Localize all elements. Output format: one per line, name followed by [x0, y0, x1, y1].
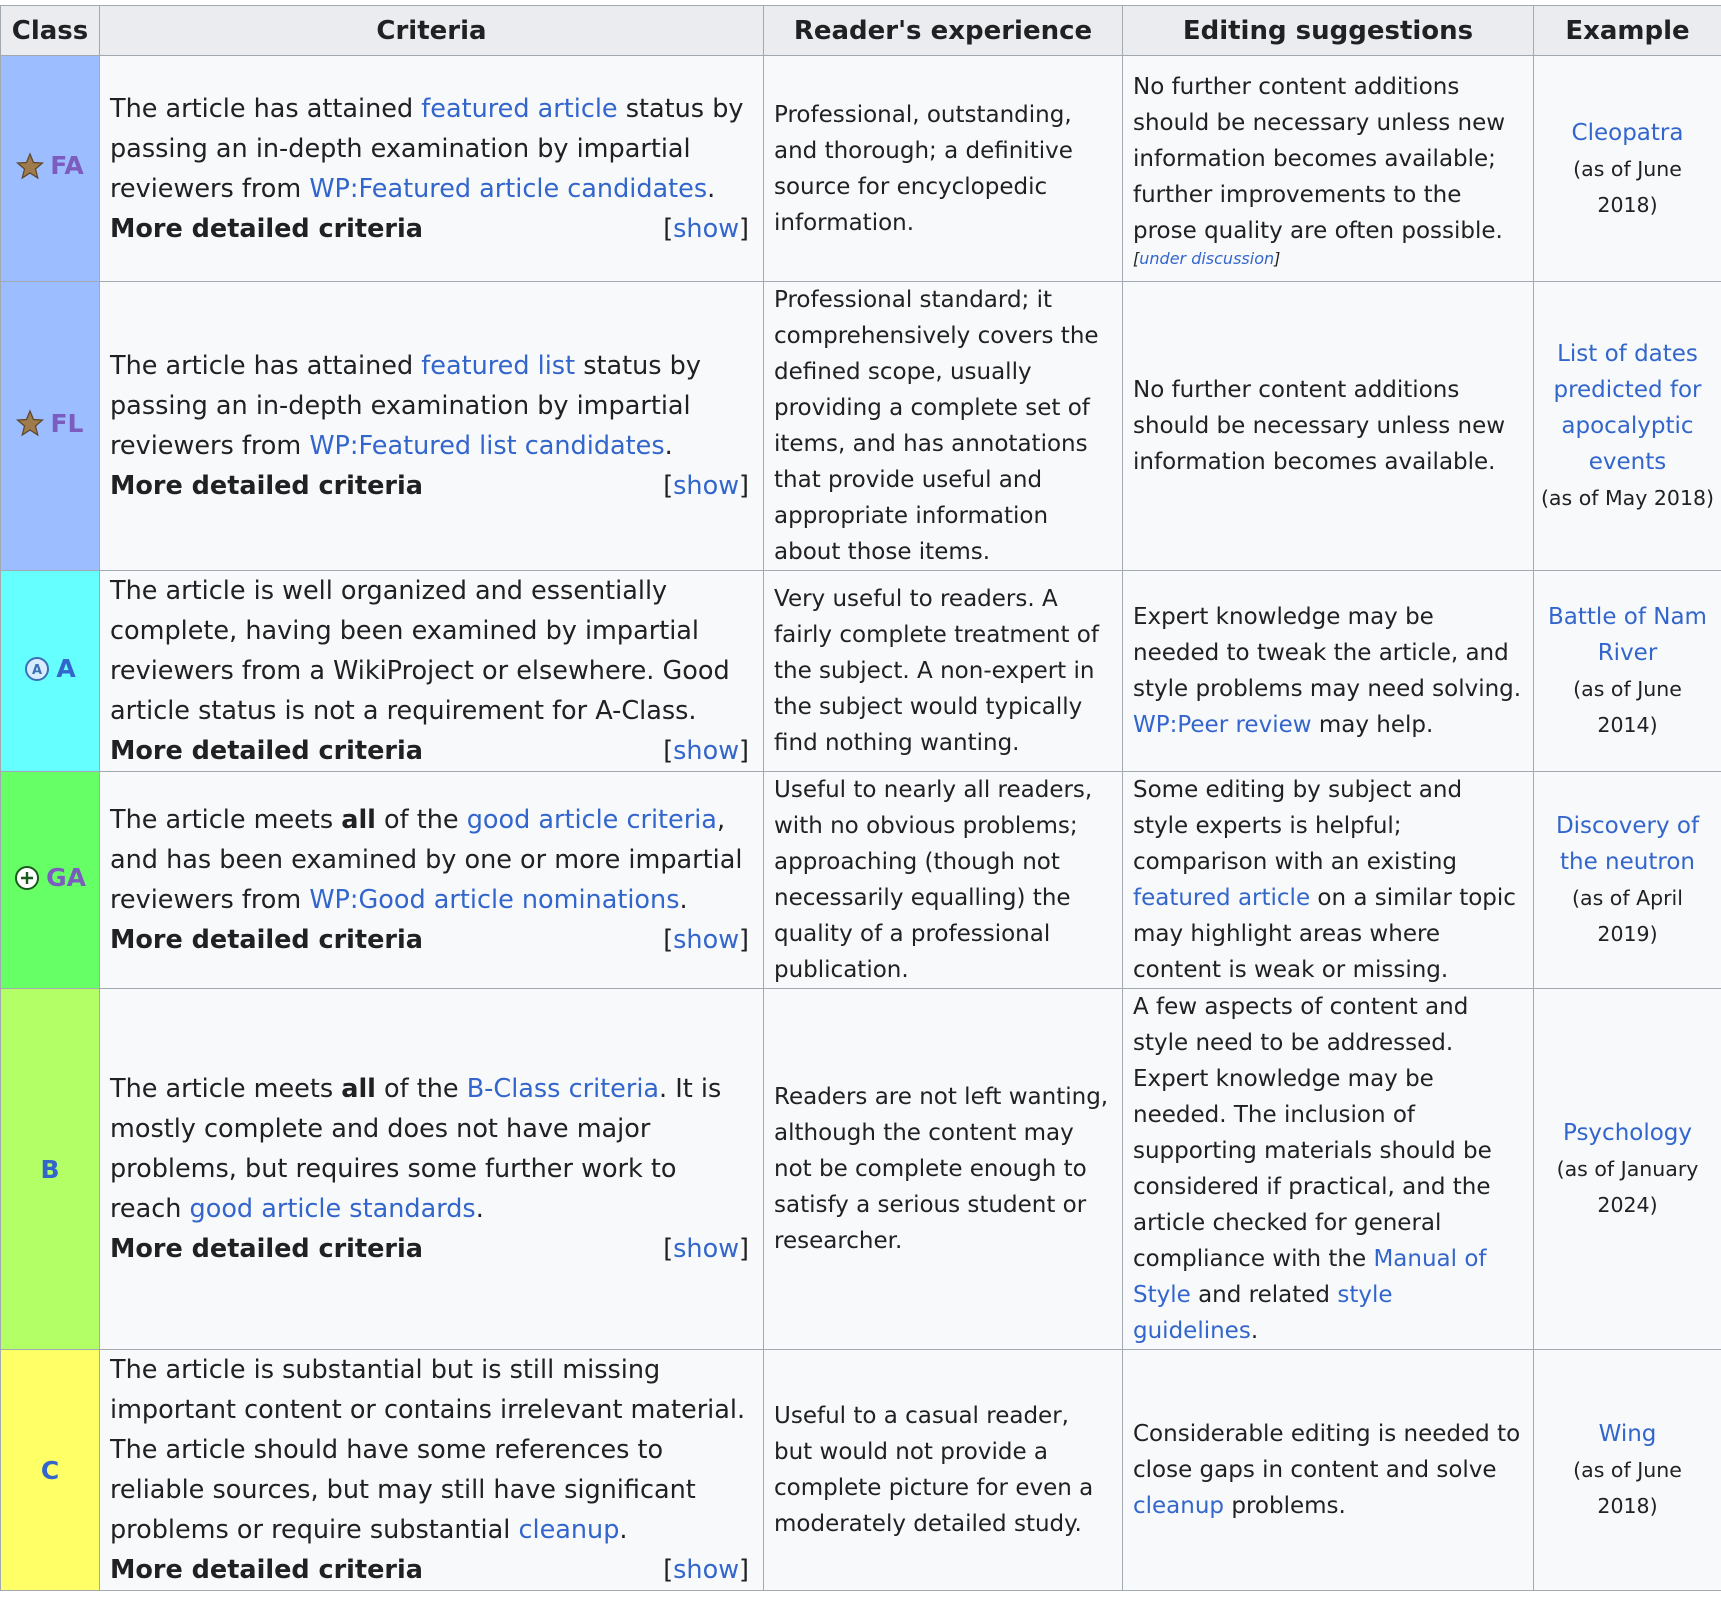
example-date-c: (as of June 2018): [1573, 1458, 1682, 1518]
class-label-fl: FL: [50, 408, 84, 438]
criteria-text-a: The article is well organized and essentially complete, having been examined by impartial reviewers from a WikiProject or elsewhere. Good article status is not a requirement for A-Class.: [110, 576, 730, 726]
header-example: Example: [1534, 6, 1721, 56]
header-criteria: Criteria: [100, 6, 764, 56]
reader-a: Very useful to readers. A fairly complete treatment of the subject. A non-expert in the subject would typically find nothing wanting.: [764, 571, 1123, 772]
more-criteria-b: More detailed criteria [show]: [110, 1234, 749, 1264]
criteria-b: [100, 989, 764, 1350]
example-a: [1534, 571, 1721, 772]
editing-b: A few aspects of content and style need to be addressed. Expert knowledge may be needed. The inclusion of supporting materials should be considered if practical, and the article checked for general compliance with the Manual of Style and related style guidelines.: [1123, 989, 1534, 1350]
example-fl: [1534, 282, 1721, 571]
reader-ga: Useful to nearly all readers, with no obvious problems; approaching (though not necessarily equalling) the quality of a professional publication.: [764, 772, 1123, 989]
editing-c: Considerable editing is needed to close gaps in content and solve cleanup problems.: [1123, 1350, 1534, 1591]
criteria-fa: [100, 56, 764, 282]
class-ga: [1, 772, 100, 989]
featured-star-icon: [16, 152, 44, 180]
link-featured-article-candidates[interactable]: WP:Featured article candidates: [309, 173, 708, 204]
featured-star-icon: [16, 409, 44, 437]
class-label-b: B: [40, 1154, 60, 1184]
show-toggle-c[interactable]: show: [673, 1555, 740, 1585]
example-link-fa[interactable]: Cleopatra: [1571, 119, 1684, 146]
row-a: [1, 571, 1721, 772]
editing-a: Expert knowledge may be needed to tweak the article, and style problems may need solving. WP:Peer review may help.: [1123, 571, 1534, 772]
class-label-a: A: [56, 654, 76, 684]
link-good-article-criteria[interactable]: good article criteria: [466, 805, 717, 835]
show-toggle-a[interactable]: show: [673, 736, 740, 766]
example-date-fa: (as of June 2018): [1573, 156, 1682, 217]
class-fa: [1, 56, 100, 282]
link-good-article-nominations[interactable]: WP:Good article nominations: [309, 885, 680, 915]
class-b: [1, 989, 100, 1350]
more-criteria-ga: More detailed criteria [show]: [110, 925, 749, 955]
criteria-fl: [100, 282, 764, 571]
header-reader: Reader's experience: [764, 6, 1123, 56]
reader-fa: Professional, outstanding, and thorough; a definitive source for encyclopedic information.: [764, 56, 1123, 282]
criteria-text-fl: The article has attained featured list status by passing an in-depth examination by impartial reviewers from WP:Featured list candidates.: [110, 351, 701, 461]
show-toggle-fl[interactable]: show: [673, 471, 740, 501]
reader-b: Readers are not left wanting, although the content may not be complete enough to satisfy a serious student or researcher.: [764, 989, 1123, 1350]
reader-fl: Professional standard; it comprehensively covers the defined scope, usually providing a complete set of items, and has annotations that provide useful and appropriate information about those items.: [764, 282, 1123, 571]
example-date-fl: (as of May 2018): [1540, 486, 1715, 510]
header-row: [1, 6, 1721, 56]
more-criteria-fa: More detailed criteria [show]: [110, 213, 749, 244]
link-peer-review[interactable]: WP:Peer review: [1133, 712, 1312, 738]
svg-text:A: A: [32, 662, 43, 678]
under-discussion-note: [under discussion]: [1133, 248, 1281, 268]
more-criteria-fl: More detailed criteria [show]: [110, 471, 749, 501]
criteria-text-fa: The article has attained featured article status by passing an in-depth examination by impartial reviewers from WP:Featured article candidates.: [110, 93, 744, 204]
link-featured-list[interactable]: featured list: [421, 351, 576, 381]
row-c: [1, 1350, 1721, 1591]
quality-scale-table: [0, 5, 1721, 1591]
link-good-article-standards[interactable]: good article standards: [189, 1194, 476, 1224]
example-link-a[interactable]: Battle of Nam River: [1548, 604, 1707, 666]
example-link-ga[interactable]: Discovery of the neutron: [1555, 813, 1700, 875]
row-ga: [1, 772, 1721, 989]
example-date-b: (as of January 2024): [1556, 1157, 1699, 1217]
header-class: Class: [1, 6, 100, 56]
link-b-class-criteria[interactable]: B-Class criteria: [466, 1074, 660, 1104]
criteria-text-ga: The article meets all of the good article criteria, and has been examined by one or more impartial reviewers from WP:Good article nominations.: [110, 805, 743, 915]
criteria-text-b: The article meets all of the B-Class criteria. It is mostly complete and does not have major problems, but requires some further work to reach good article standards.: [110, 1074, 722, 1224]
link-featured-article-ga[interactable]: featured article: [1133, 885, 1311, 911]
class-label-fa: FA: [50, 151, 84, 181]
editing-fl: No further content additions should be necessary unless new information becomes available.: [1123, 282, 1534, 571]
class-a: [1, 571, 100, 772]
class-label-ga: GA: [46, 863, 86, 893]
more-criteria-a: More detailed criteria [show]: [110, 736, 749, 766]
example-date-ga: (as of April 2019): [1572, 886, 1683, 946]
more-criteria-c: More detailed criteria [show]: [110, 1555, 749, 1585]
link-featured-list-candidates[interactable]: WP:Featured list candidates: [309, 431, 665, 461]
example-b: [1534, 989, 1721, 1350]
link-manual-of-style[interactable]: Manual of Style: [1133, 1246, 1487, 1308]
show-toggle-fa[interactable]: show: [673, 213, 740, 244]
link-featured-article[interactable]: featured article: [421, 93, 618, 124]
show-toggle-ga[interactable]: show: [673, 925, 740, 955]
good-article-icon: [14, 865, 40, 891]
example-link-b[interactable]: Psychology: [1562, 1120, 1693, 1146]
criteria-a: [100, 571, 764, 772]
example-c: [1534, 1350, 1721, 1591]
criteria-c: [100, 1350, 764, 1591]
show-toggle-b[interactable]: show: [673, 1234, 740, 1264]
row-b: [1, 989, 1721, 1350]
criteria-text-c: The article is substantial but is still missing important content or contains irrelevant material. The article should have some references to reliable sources, but may still have significant problems or require substantial cleanup.: [110, 1355, 746, 1545]
example-link-fl[interactable]: List of dates predicted for apocalyptic events: [1553, 341, 1702, 475]
link-cleanup-edit[interactable]: cleanup: [1133, 1493, 1225, 1519]
a-class-icon: [24, 656, 50, 682]
example-link-c[interactable]: Wing: [1598, 1421, 1657, 1447]
class-fl: [1, 282, 100, 571]
editing-fa: No further content additions should be necessary unless new information becomes available; further improvements to the prose quality are often possible. [under discussion]: [1123, 56, 1534, 282]
class-label-c: C: [40, 1455, 60, 1485]
criteria-ga: [100, 772, 764, 989]
header-editing: Editing suggestions: [1123, 6, 1534, 56]
example-fa: [1534, 56, 1721, 282]
link-under-discussion[interactable]: under discussion: [1139, 248, 1275, 268]
class-c: [1, 1350, 100, 1591]
example-date-a: (as of June 2014): [1573, 677, 1682, 737]
reader-c: Useful to a casual reader, but would not provide a complete picture for even a moderately detailed study.: [764, 1350, 1123, 1591]
row-fl: [1, 282, 1721, 571]
editing-ga: Some editing by subject and style experts is helpful; comparison with an existing featured article on a similar topic may highlight areas where content is weak or missing.: [1123, 772, 1534, 989]
example-ga: [1534, 772, 1721, 989]
row-fa: [1, 56, 1721, 282]
link-cleanup[interactable]: cleanup: [518, 1515, 620, 1545]
link-style-guidelines[interactable]: style guidelines: [1133, 1282, 1393, 1344]
